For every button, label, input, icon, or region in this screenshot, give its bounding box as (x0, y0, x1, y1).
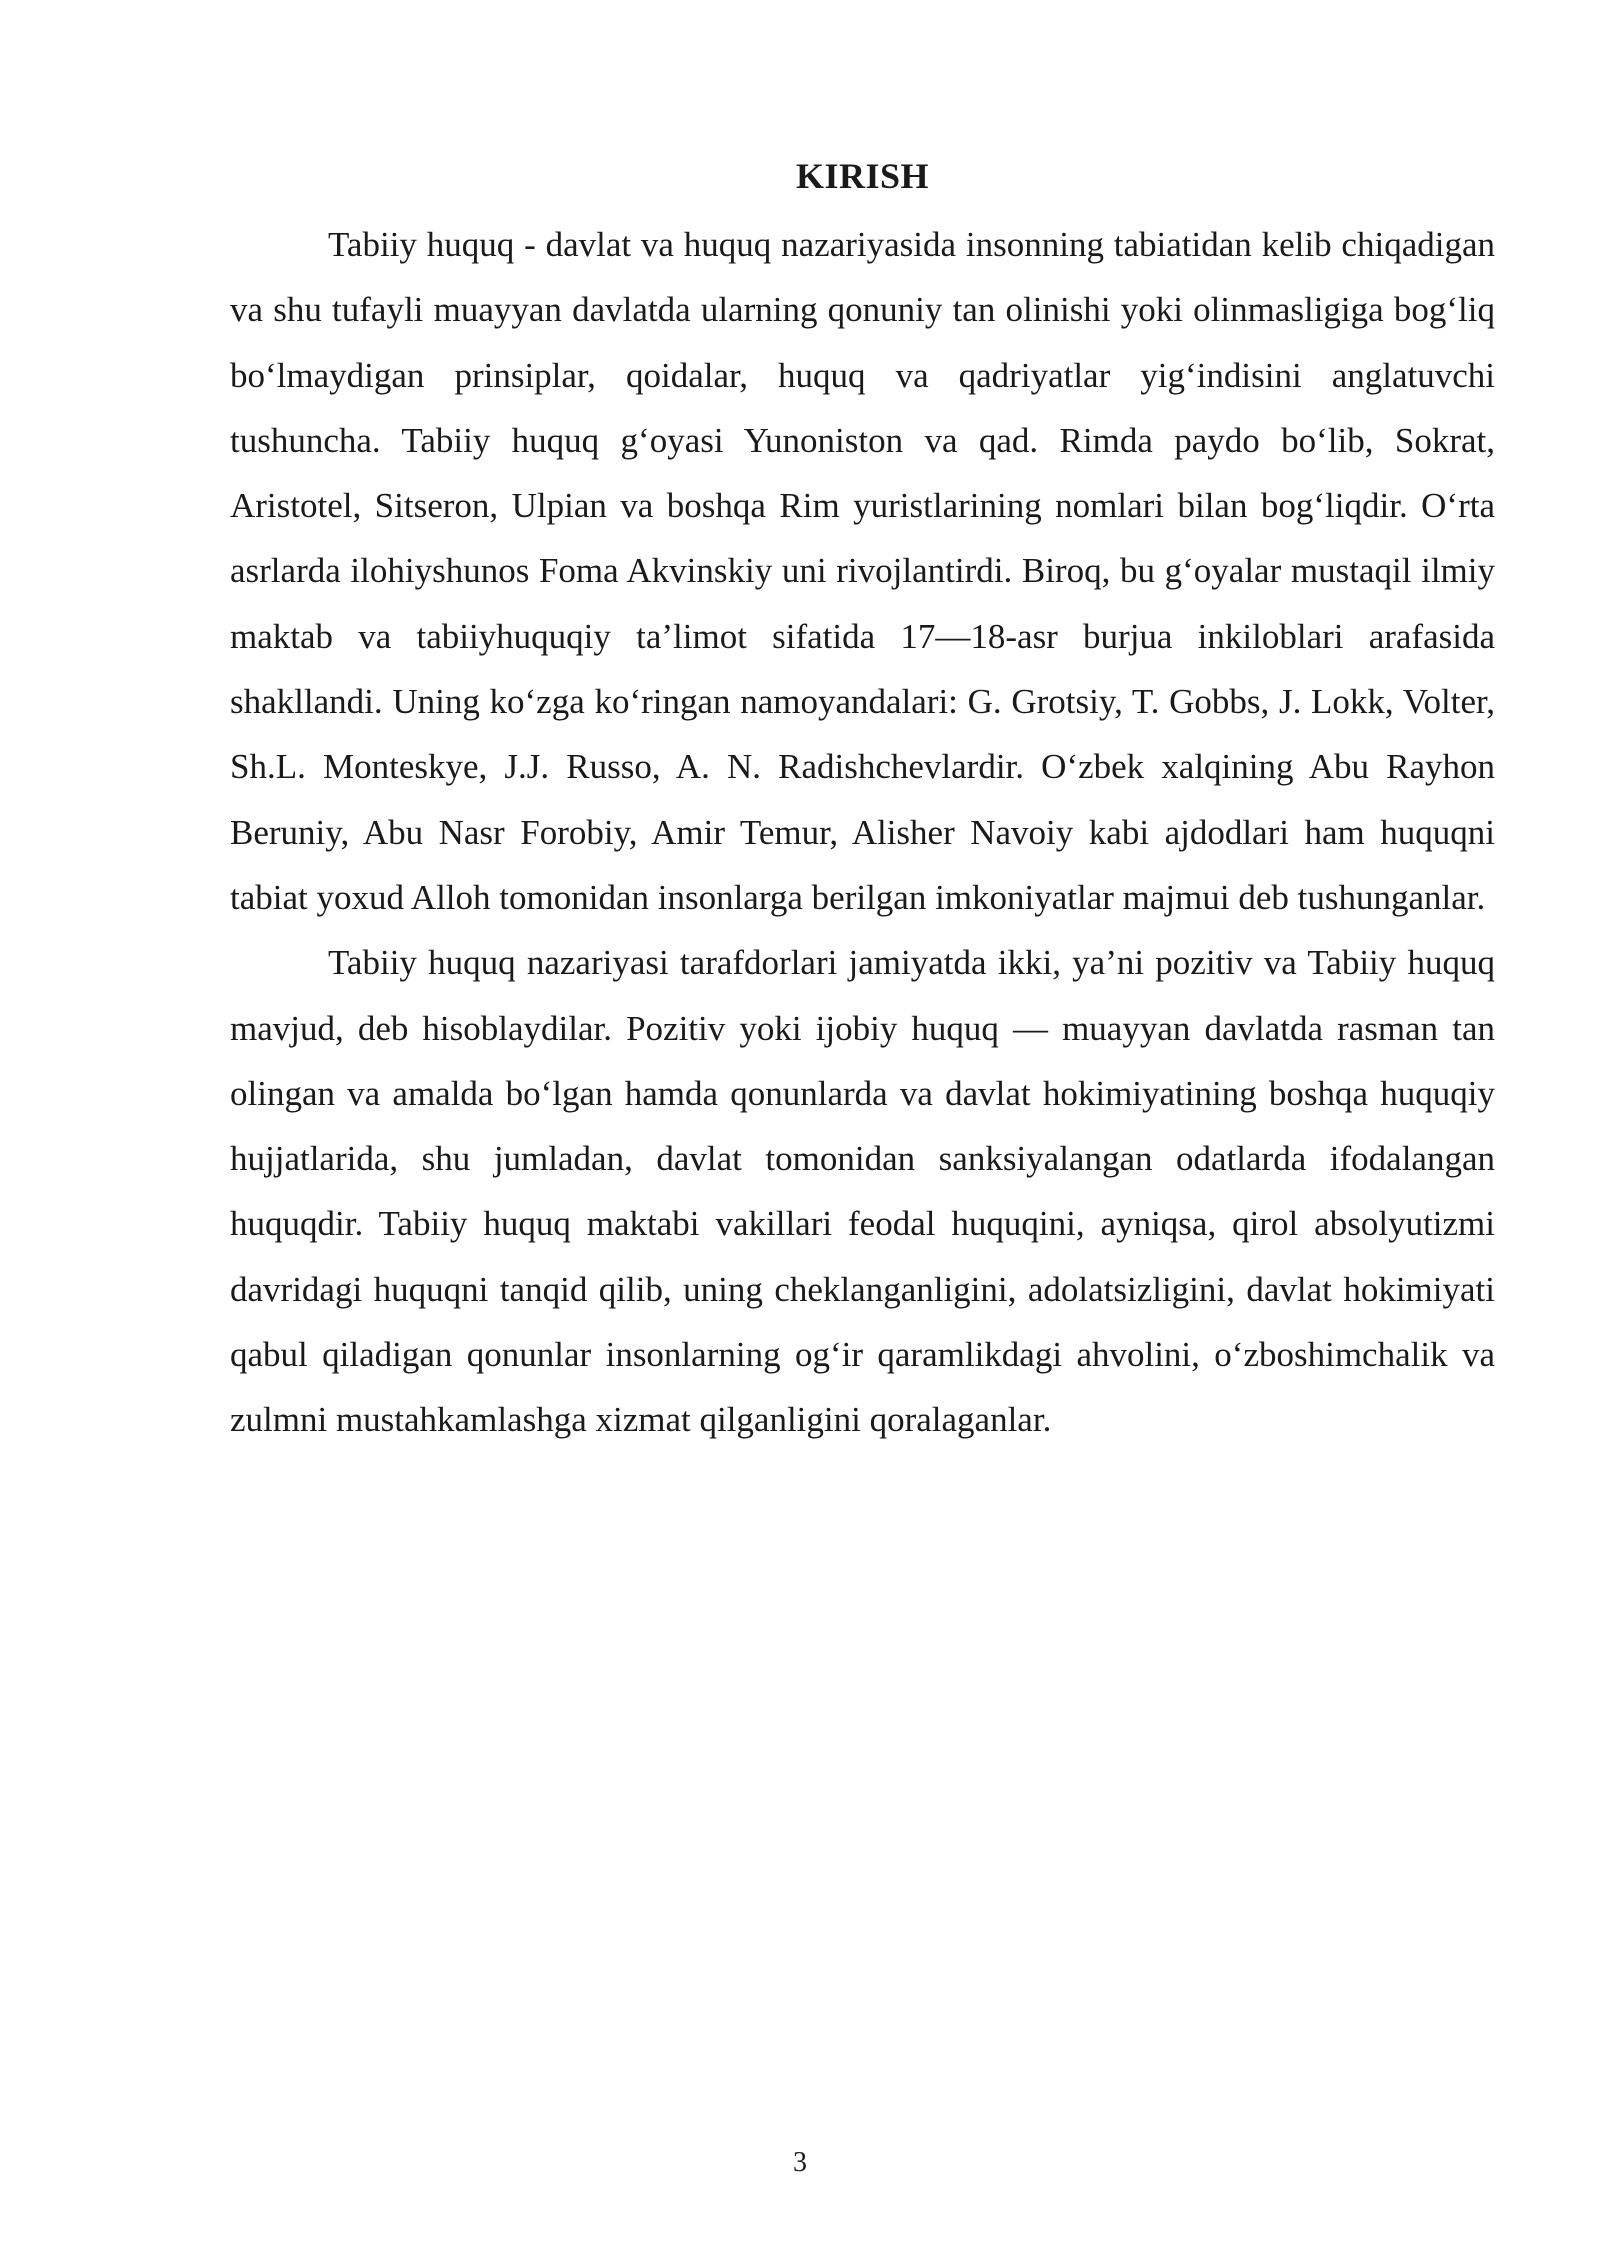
page-number: 3 (793, 2147, 807, 2178)
page-content (230, 150, 1495, 1453)
paragraph-1: Tabiiy huquq - davlat va huquq nazariyasida insonning tabiatidan kelib chiqadigan va shu tufayli muayyan davlatda ularning qonuniy tan olinishi yoki olinmasligiga bog‘liq bo‘lmaydigan prinsiplar, qoidalar, huquq va qadriyatlar yig‘indisini anglatuvchi tushuncha. Tabiiy huquq g‘oyasi Yunoniston va qad. Rimda paydo bo‘lib, Sokrat, Aristotel, Sitseron, Ulpian va boshqa Rim yuristlarining nomlari bilan bog‘liqdir. O‘rta asrlarda ilohiyshunos Foma Akvinskiy uni rivojlantirdi. Biroq, bu g‘oyalar mustaqil ilmiy maktab va tabiiyhuquqiy ta’limot sifatida 17—18-asr burjua inkiloblari arafasida shakllandi. Uning ko‘zga ko‘ringan namoyandalari: G. Grotsiy, T. Gobbs, J. Lokk, Volter, Sh.L. Monteskye, J.J. Russo, A. N. Radishchevlardir. O‘zbek xalqining Abu Rayhon Beruniy, Abu Nasr Forobiy, Amir Temur, Alisher Navoiy kabi ajdodlari ham huquqni tabiat yoxud Alloh tomonidan insonlarga berilgan imkoniyatlar majmui deb tushunganlar. (230, 225, 1495, 917)
section-heading: KIRISH (795, 156, 930, 196)
paragraph-2: Tabiiy huquq nazariyasi tarafdorlari jamiyatda ikki, ya’ni pozitiv va Tabiiy huquq mavjud, deb hisoblaydilar. Pozitiv yoki ijobiy huquq — muayyan davlatda rasman tan olingan va amalda bo‘lgan hamda qonunlarda va davlat hokimiyatining boshqa huquqiy hujjatlarida, shu jumladan, davlat tomonidan sanksiyalangan odatlarda ifodalangan huquqdir. Tabiiy huquq maktabi vakillari feodal huquqini, ayniqsa, qirol absolyutizmi davridagi huquqni tanqid qilib, uning cheklanganligini, adolatsizligini, davlat hokimiyati qabul qiladigan qonunlar insonlarning og‘ir qaramlikdagi ahvolini, o‘zboshimchalik va zulmni mustahkamlashga xizmat qilganligini qoralaganlar. (230, 943, 1495, 1440)
